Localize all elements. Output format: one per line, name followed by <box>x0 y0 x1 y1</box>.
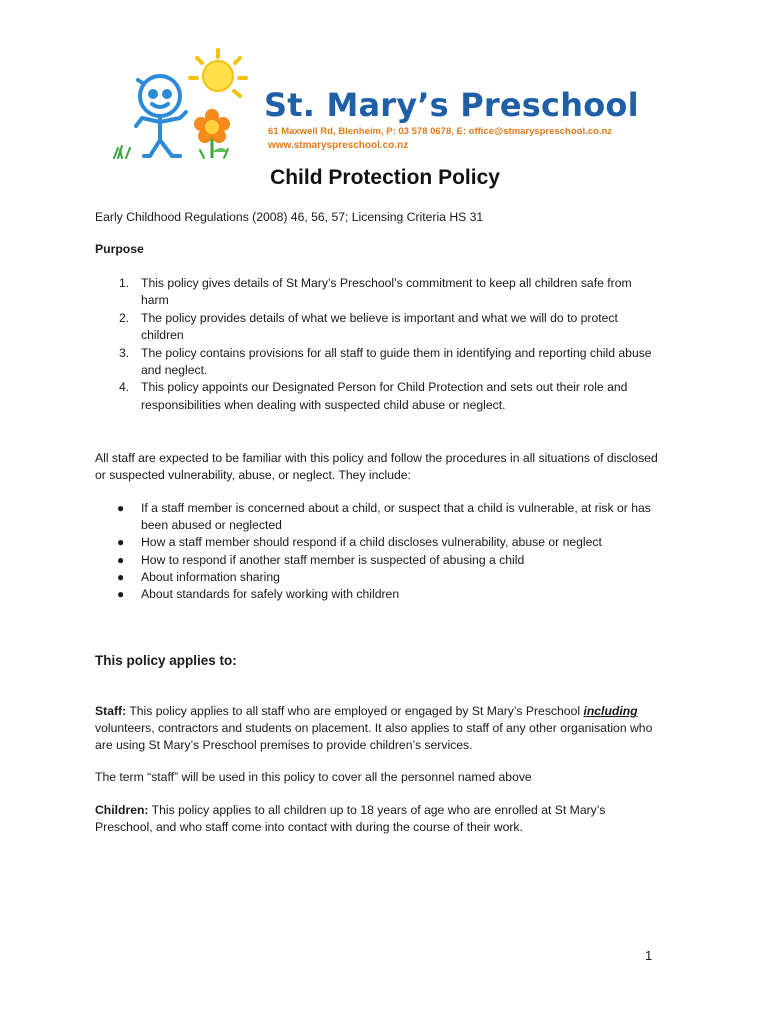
list-item <box>95 275 655 310</box>
list-item <box>95 552 665 569</box>
list-item <box>95 379 655 414</box>
list-item <box>95 310 655 345</box>
list-item-text: The policy contains provisions for all staff to guide them in identifying and reporting child abuse and neglect. <box>141 345 652 378</box>
children-label: Children: <box>95 803 149 817</box>
staff-term-paragraph: The term “staff” will be used in this policy to cover all the personnel named above <box>95 770 532 784</box>
staff-text-part-1: This policy applies to all staff who are employed or engaged by St Mary’s Preschool <box>129 704 581 718</box>
list-item-text: This policy appoints our Designated Person for Child Protection and sets out their role and responsibilities when dealing with suspected child abuse or neglect. <box>141 380 628 412</box>
sun-icon <box>190 50 246 96</box>
staff-expectation-paragraph: All staff are expected to be familiar with this policy and follow the procedures in all situations of disclosed or suspected vulnerability, abuse, or neglect. They include: <box>95 451 658 483</box>
list-item-text: About information sharing <box>141 569 280 584</box>
bullet-icon: ● <box>117 535 125 550</box>
regulations-reference: Early Childhood Regulations (2008) 46, 56, 57; Licensing Criteria HS 31 <box>95 210 484 224</box>
bullet-icon: ● <box>117 569 125 584</box>
purpose-heading: Purpose <box>95 242 144 256</box>
preschool-logo-image <box>100 48 270 166</box>
list-item <box>95 500 665 534</box>
list-item-text: About standards for safely working with children <box>141 587 400 602</box>
page-title: Child Protection Policy <box>270 166 500 189</box>
list-item <box>95 534 665 551</box>
situations-list <box>95 500 665 603</box>
children-text: This policy applies to all children up to 18 years of age who are enrolled at St Mary’s Preschool, and who staff come into contact with during the course of their work. <box>95 803 606 835</box>
purpose-list <box>95 275 655 414</box>
page-number: 1 <box>645 948 653 963</box>
child-figure-icon <box>136 76 186 156</box>
children-paragraph <box>95 802 665 836</box>
bullet-icon: ● <box>117 552 125 567</box>
bullet-icon: ● <box>117 587 125 602</box>
list-number: 4. <box>119 380 130 395</box>
list-item <box>95 586 665 603</box>
staff-text-part-2: volunteers, contractors and students on placement. It also applies to staff of any other organisation who are using St Mary’s Preschool premises to provide children’s services. <box>95 721 653 753</box>
list-item <box>95 345 655 380</box>
list-number: 2. <box>119 310 130 325</box>
list-item-text: The policy provides details of what we believe is important and what we will do to protect children <box>141 310 618 343</box>
including-emphasis: including <box>583 704 638 718</box>
bullet-icon: ● <box>117 501 125 515</box>
list-item-text: How a staff member should respond if a child discloses vulnerability, abuse or neglect <box>141 535 602 550</box>
school-address: 61 Maxwell Rd, Blenheim, P: 03 578 0678, E: office@stmaryspreschool.co.nz <box>268 126 613 137</box>
applies-to-heading: This policy applies to: <box>95 653 237 668</box>
list-number: 1. <box>119 276 130 290</box>
list-item-text: If a staff member is concerned about a child, or suspect that a child is vulnerable, at risk or has been abused or neglected <box>141 501 651 533</box>
staff-label: Staff: <box>95 704 127 718</box>
school-name: St. Mary’s Preschool <box>264 86 639 124</box>
list-item-text: This policy gives details of St Mary’s Preschool’s commitment to keep all children safe from harm <box>141 276 632 308</box>
list-item-text: How to respond if another staff member is suspected of abusing a child <box>141 552 525 567</box>
staff-paragraph <box>95 703 665 755</box>
school-website-link[interactable]: www.stmaryspreschool.co.nz <box>268 140 409 151</box>
list-item <box>95 569 665 586</box>
list-number: 3. <box>119 345 130 360</box>
